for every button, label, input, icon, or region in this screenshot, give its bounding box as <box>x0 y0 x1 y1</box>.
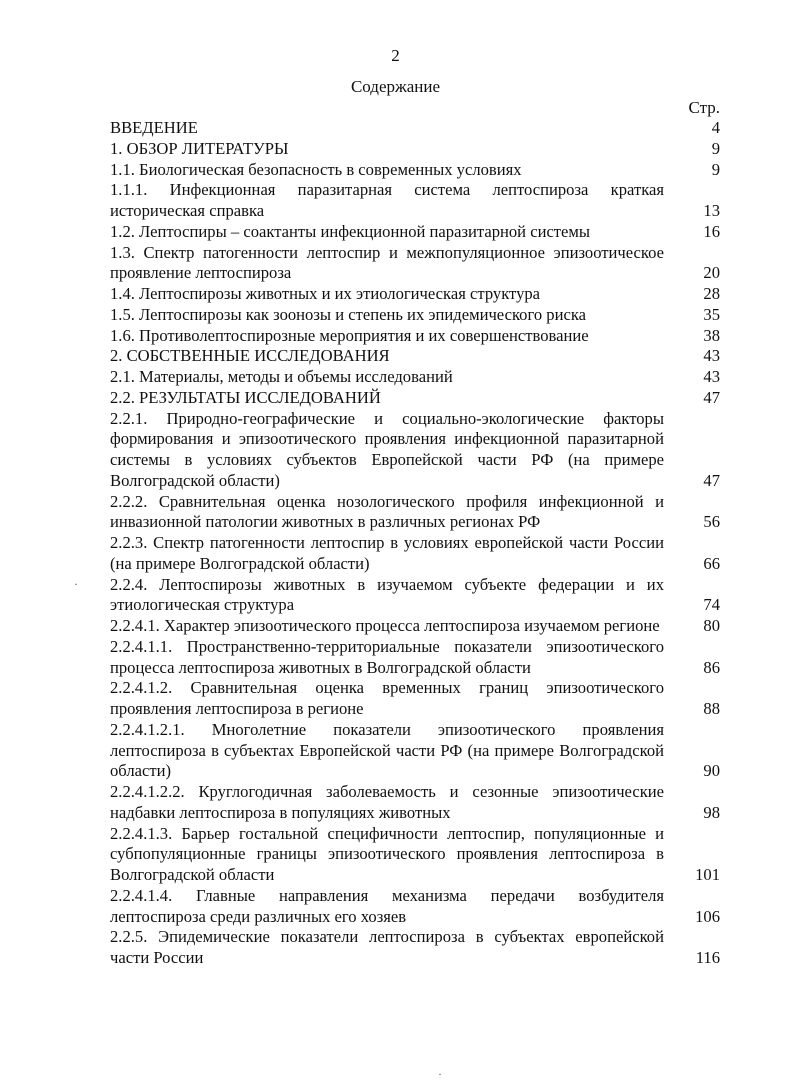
toc-entry-page: 47 <box>703 387 720 407</box>
toc-entry <box>110 409 720 492</box>
toc-entry-title: 2.2.4. Лептоспирозы животных в изучаемом субъекте федерации и их этиологическая структура <box>110 574 664 615</box>
toc-entry <box>110 284 720 305</box>
scan-speck: · <box>438 1067 442 1081</box>
toc-entry <box>110 305 720 326</box>
toc-entry <box>110 180 720 222</box>
toc-entry-page: 4 <box>711 118 720 137</box>
toc-entry-title: 1.3. Спектр патогенности лептоспир и межпопуляционное эпизоотическое проявление лептоспироза <box>110 242 664 283</box>
toc-entry-title: 1. ОБЗОР ЛИТЕРАТУРЫ <box>110 138 289 158</box>
toc-entry <box>110 886 720 928</box>
toc-entry-page: 90 <box>703 761 720 781</box>
toc-entry-page: 28 <box>703 284 720 303</box>
toc-entry-title: 2.2.4.1.3. Барьер гостальной специфичности лептоспир, популяционные и субпопуляционные границы эпизоотического проявления лептоспироза в Волгоградской области <box>110 823 664 884</box>
toc-entry-page: 88 <box>703 699 720 718</box>
toc-entry-page: 86 <box>703 657 720 677</box>
toc-entry-page: 98 <box>703 802 720 822</box>
toc-entry-title: 1.1.1. Инфекционная паразитарная система лептоспироза краткая историческая справка <box>110 180 664 220</box>
toc-entry-page: 35 <box>703 304 720 324</box>
scan-speck: · <box>74 577 78 591</box>
toc-entry <box>110 118 720 139</box>
toc-entry <box>110 782 720 824</box>
toc-entry-page: 16 <box>703 221 720 241</box>
toc-entry-page: 38 <box>703 325 720 345</box>
toc-entry-title: 2.2.1. Природно-географические и социально-экологические факторы формирования и эпизоотического проявления инфекционной паразитарной системы в условиях субъектов Европейской части РФ (на примере Волгоградской области) <box>110 408 664 490</box>
toc-entry-page: 74 <box>703 595 720 615</box>
toc-entry-title: ВВЕДЕНИЕ <box>110 118 198 137</box>
toc-entry-title: 2.2.5. Эпидемические показатели лептоспироза в субъектах европейской части России <box>110 927 664 967</box>
toc-entry-title: 2.2. РЕЗУЛЬТАТЫ ИССЛЕДОВАНИЙ <box>110 387 381 407</box>
toc-entry-title: 2.2.4.1.2.2. Круглогодичная заболеваемость и сезонные эпизоотические надбавки лептоспироза в популяциях животных <box>110 782 664 822</box>
toc-entry-title: 1.6. Противолептоспирозные мероприятия и их совершенствование <box>110 325 589 345</box>
toc-entry-page: 47 <box>703 470 720 490</box>
toc-entry <box>110 160 720 181</box>
toc-entry-page: 106 <box>695 906 720 926</box>
toc-entry-page: 13 <box>703 201 720 220</box>
toc-entry <box>110 824 720 886</box>
page-number: 2 <box>391 46 400 65</box>
toc-entry-title: 2.2.4.1.1. Пространственно-территориальные показатели эпизоотического процесса лептоспироза животных в Волгоградской области <box>110 636 664 677</box>
toc-entry <box>110 139 720 160</box>
toc-entry-title: 2.2.4.1. Характер эпизоотического процесса лептоспироза изучаемом регионе <box>110 616 660 635</box>
toc-entry <box>110 492 720 534</box>
toc-entry-title: 1.1. Биологическая безопасность в современных условиях <box>110 159 522 179</box>
toc-entry-page: 66 <box>703 553 720 573</box>
toc-entry-title: 1.2. Лептоспиры – соактанты инфекционной паразитарной системы <box>110 221 591 241</box>
toc-entry <box>110 533 720 575</box>
toc-entry-title: 2.2.3. Спектр патогенности лептоспир в условиях европейской части России (на примере Волгоградской области) <box>110 533 664 573</box>
toc-entry-page: 9 <box>711 138 720 158</box>
toc-entry-page: 20 <box>703 263 720 283</box>
toc-entry-page: 80 <box>703 616 720 635</box>
toc-entry-page: 101 <box>695 865 720 884</box>
toc-entry-page: 43 <box>703 367 720 386</box>
toc-entry-page: 116 <box>695 948 720 967</box>
toc-entry <box>110 927 720 969</box>
toc-entry <box>110 637 720 679</box>
toc-entry-page: 56 <box>703 512 720 532</box>
toc-entry-title: 2.2.4.1.2.1. Многолетние показатели эпизоотического проявления лептоспироза в субъектах Европейской части РФ (на примере Волгоградской области) <box>110 719 664 781</box>
toc-entry <box>110 222 720 243</box>
toc-entry <box>110 388 720 409</box>
toc-entry <box>110 616 720 637</box>
toc-entry <box>110 720 720 782</box>
toc-entry <box>110 243 720 285</box>
toc-entry-title: 2.1. Материалы, методы и объемы исследований <box>110 367 453 386</box>
toc-entry-title: 1.5. Лептоспирозы как зоонозы и степень их эпидемического риска <box>110 304 587 324</box>
toc-entry-title: 2.2.4.1.2. Сравнительная оценка временных границ эпизоотического проявления лептоспироза в регионе <box>110 678 664 718</box>
toc-entry-page: 9 <box>711 159 720 179</box>
toc-entry <box>110 326 720 347</box>
toc-entry-title: 2.2.4.1.4. Главные направления механизма передачи возбудителя лептоспироза среди различных его хозяев <box>110 885 664 926</box>
toc-entry <box>110 367 720 388</box>
toc-entry-title: 2.2.2. Сравнительная оценка нозологического профиля инфекционной и инвазионной патологии животных в различных регионах РФ <box>110 491 664 532</box>
toc-entry <box>110 346 720 367</box>
toc-entry-title: 2. СОБСТВЕННЫЕ ИССЛЕДОВАНИЯ <box>110 346 390 366</box>
page-title: Содержание <box>350 77 441 96</box>
toc-entry <box>110 678 720 720</box>
toc-entry-title: 1.4. Лептоспирозы животных и их этиологическая структура <box>110 284 541 303</box>
table-of-contents <box>110 118 720 969</box>
page-column-header: Стр. <box>688 98 720 117</box>
toc-entry <box>110 575 720 617</box>
toc-entry-page: 43 <box>703 346 720 366</box>
